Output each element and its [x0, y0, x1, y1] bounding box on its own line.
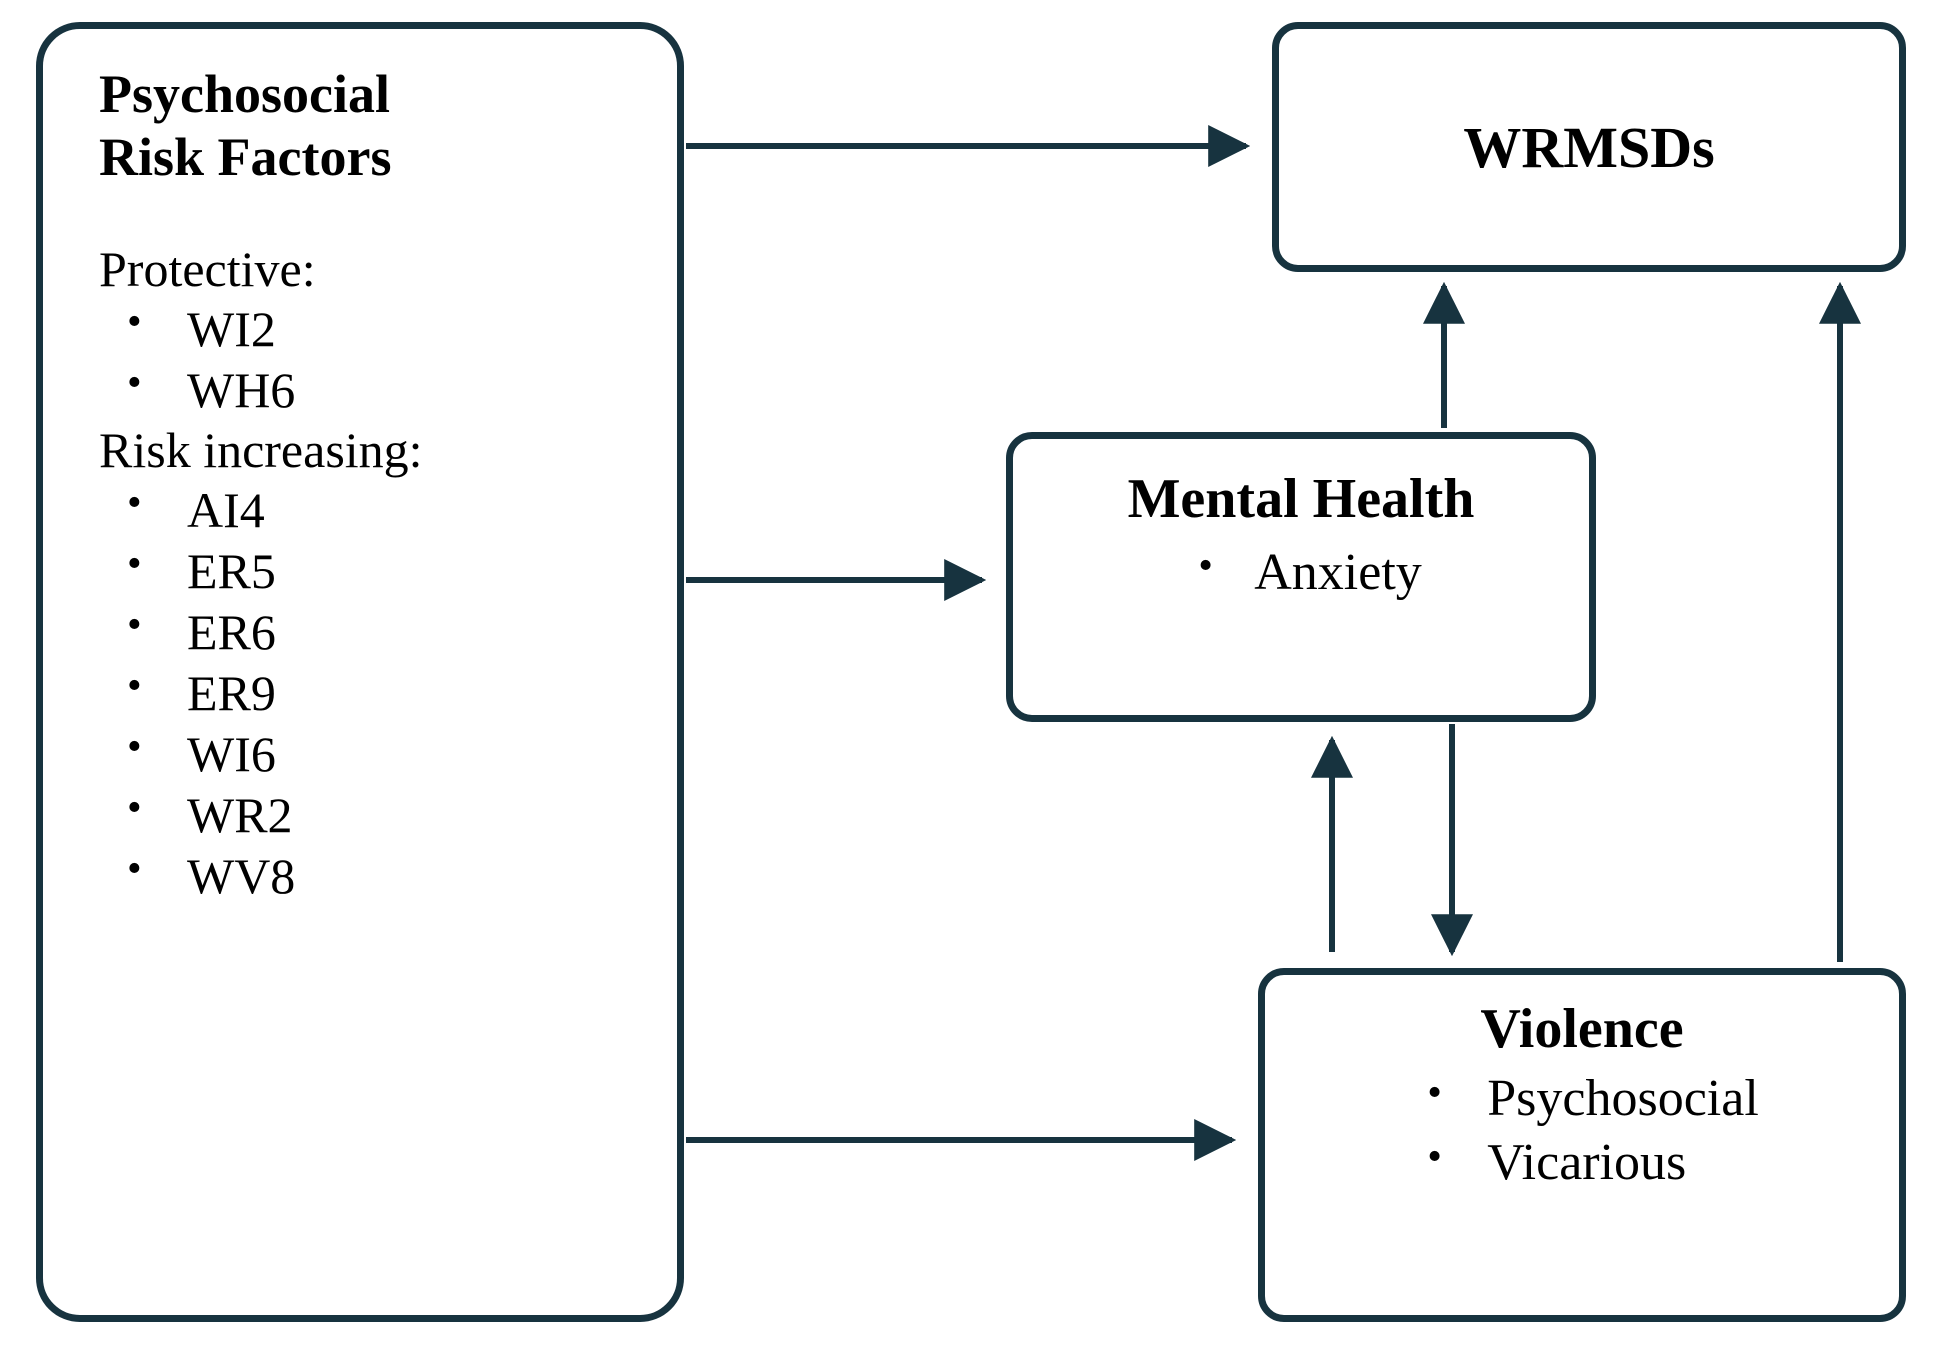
risk-increasing-label: Risk increasing:	[99, 422, 423, 479]
list-item: • AI4	[83, 480, 637, 541]
psychosocial-title-line1: Psychosocial	[99, 64, 390, 124]
violence-title: Violence	[1480, 998, 1684, 1060]
mental-health-list	[1013, 541, 1589, 604]
violence-list	[1405, 1067, 1759, 1196]
node-psychosocial-risk-factors	[36, 22, 684, 1322]
psychosocial-title-line2: Risk Factors	[99, 126, 392, 187]
risk-increasing-list	[83, 480, 637, 907]
node-violence	[1258, 968, 1906, 1322]
protective-label: Protective:	[99, 241, 316, 298]
node-wrmsds	[1272, 22, 1906, 272]
list-item: • Vicarious	[1405, 1131, 1759, 1195]
list-item: • Psychosocial	[1405, 1067, 1759, 1131]
list-item: • ER9	[83, 663, 637, 724]
list-item: • WI2	[83, 299, 637, 360]
node-mental-health	[1006, 432, 1596, 722]
protective-list	[83, 299, 637, 421]
list-item: • ER5	[83, 541, 637, 602]
wrmsds-title: WRMSDs	[1463, 114, 1715, 180]
list-item: • ER6	[83, 602, 637, 663]
spacer	[83, 188, 637, 240]
list-item: • WV8	[83, 846, 637, 907]
list-item: • Anxiety	[1180, 541, 1422, 604]
mental-health-title: Mental Health	[1127, 468, 1475, 530]
list-item: • WH6	[83, 360, 637, 421]
list-item: • WI6	[83, 724, 637, 785]
list-item: • WR2	[83, 785, 637, 846]
psychosocial-title	[99, 63, 637, 188]
